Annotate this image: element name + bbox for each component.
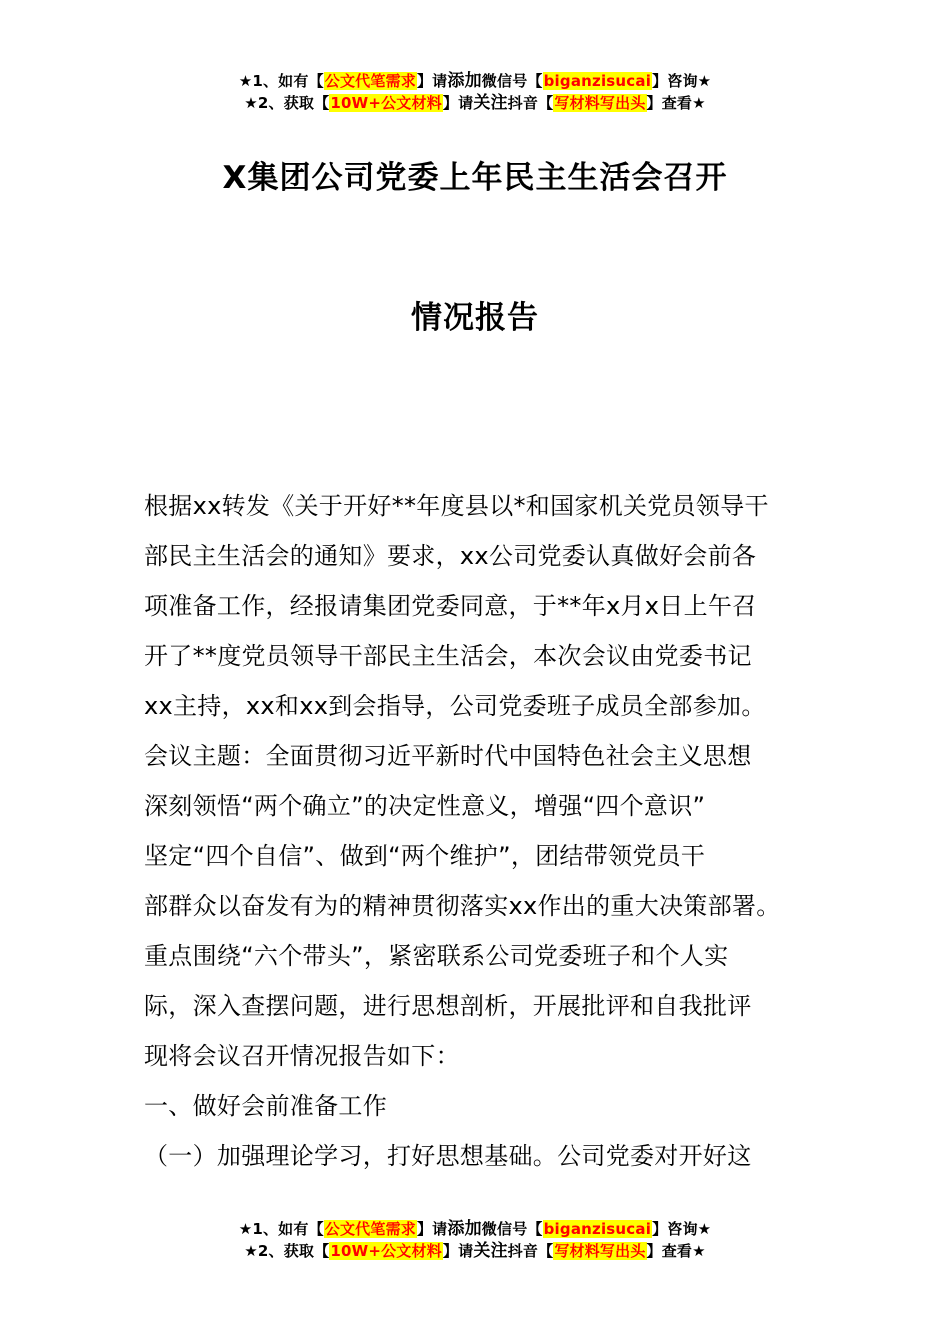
document-title-line-2: 情况报告 [411,300,539,336]
section-heading: 一、做好会前准备工作 [144,1092,387,1120]
body-line: 部群众以奋发有为的精神贯彻落实xx作出的重大决策部署。 [144,892,781,920]
body-line: 际，深入查摆问题，进行思想剖析，开展批评和自我批评 [144,992,752,1020]
document-body [144,481,824,1181]
highlight-materials: 10W+公文材料 [330,1242,442,1260]
body-line: 重点围绕“六个带头”，紧密联系公司党委班子和个人实 [144,942,729,970]
highlight-douyin-id: 写材料写出头 [554,1242,646,1260]
highlight-service: 公文代笔需求 [324,1220,416,1238]
highlight-service: 公文代笔需求 [324,72,416,90]
highlight-douyin-id: 写材料写出头 [554,94,646,112]
body-line: 会议主题：全面贯彻习近平新时代中国特色社会主义思想 [144,742,752,770]
body-line: 部民主生活会的通知》要求，xx公司党委认真做好会前各 [144,542,757,570]
header-banner [0,70,950,114]
banner-line-2: ★2、获取【10W+公文材料】请关注抖音【写材料写出头】查看★ [244,93,706,113]
document-title-line-1: X集团公司党委上年民主生活会召开 [222,160,728,196]
banner-line-1: ★1、如有【公文代笔需求】请添加微信号【biganzisucai】咨询★ [238,71,712,91]
highlight-wechat-id: biganzisucai [543,1220,652,1238]
body-line: 现将会议召开情况报告如下： [144,1042,460,1070]
banner-line-2: ★2、获取【10W+公文材料】请关注抖音【写材料写出头】查看★ [244,1241,706,1261]
body-line: 坚定“四个自信”、做到“两个维护”，团结带领党员干 [144,842,706,870]
body-line: 开了**度党员领导干部民主生活会，本次会议由党委书记 [144,642,752,670]
body-line: （一）加强理论学习，打好思想基础。公司党委对开好这 [144,1142,752,1170]
body-line: xx主持，xx和xx到会指导，公司党委班子成员全部参加。 [144,692,766,720]
highlight-wechat-id: biganzisucai [543,72,652,90]
body-line: 深刻领悟“两个确立”的决定性意义，增强“四个意识” [144,792,706,820]
highlight-materials: 10W+公文材料 [330,94,442,112]
banner-line-1: ★1、如有【公文代笔需求】请添加微信号【biganzisucai】咨询★ [238,1219,712,1239]
body-line: 根据xx转发《关于开好**年度县以*和国家机关党员领导干 [144,492,769,520]
footer-banner [0,1218,950,1262]
body-line: 项准备工作，经报请集团党委同意，于**年x月x日上午召 [144,592,757,620]
